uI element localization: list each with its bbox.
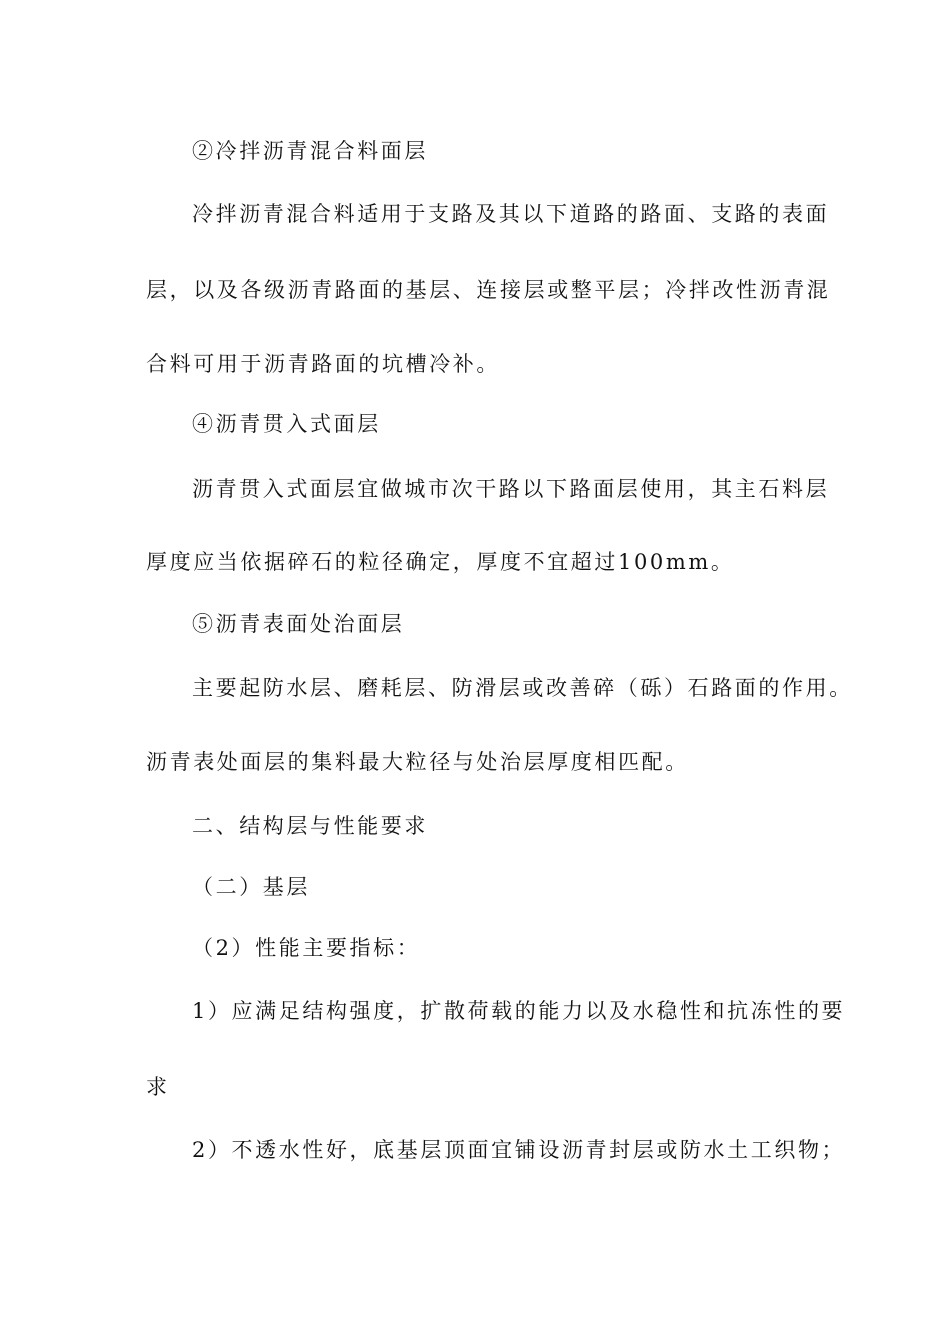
list-item: 1）应满足结构强度，扩散荷载的能力以及水稳性和抗冻性的要: [192, 999, 846, 1023]
heading-surface-treatment: ⑤沥青表面处治面层: [192, 612, 405, 636]
subsection-heading: （二）基层: [192, 875, 310, 899]
subsection-heading: （2）性能主要指标：: [192, 936, 421, 960]
paragraph-line: 合料可用于沥青路面的坑槽冷补。: [146, 352, 500, 376]
paragraph-line: 厚度应当依据碎石的粒径确定，厚度不宜超过100mm。: [146, 550, 735, 574]
heading-penetration-macadam: ④沥青贯入式面层: [192, 412, 381, 436]
paragraph-line: 主要起防水层、磨耗层、防滑层或改善碎（砾）石路面的作用。: [192, 676, 853, 700]
section-heading: 二、结构层与性能要求: [192, 814, 428, 838]
paragraph-line: 沥青表处面层的集料最大粒径与处治层厚度相匹配。: [146, 750, 689, 774]
paragraph-line: 沥青贯入式面层宜做城市次干路以下路面层使用，其主石料层: [192, 477, 830, 501]
list-item-continuation: 求: [146, 1075, 170, 1099]
paragraph-line: 冷拌沥青混合料适用于支路及其以下道路的路面、支路的表面: [192, 202, 830, 226]
paragraph-line: 层，以及各级沥青路面的基层、连接层或整平层；冷拌改性沥青混: [146, 278, 831, 302]
list-item: 2）不透水性好，底基层顶面宜铺设沥青封层或防水土工织物；: [192, 1138, 846, 1162]
heading-cold-mix-asphalt: ②冷拌沥青混合料面层: [192, 139, 428, 163]
